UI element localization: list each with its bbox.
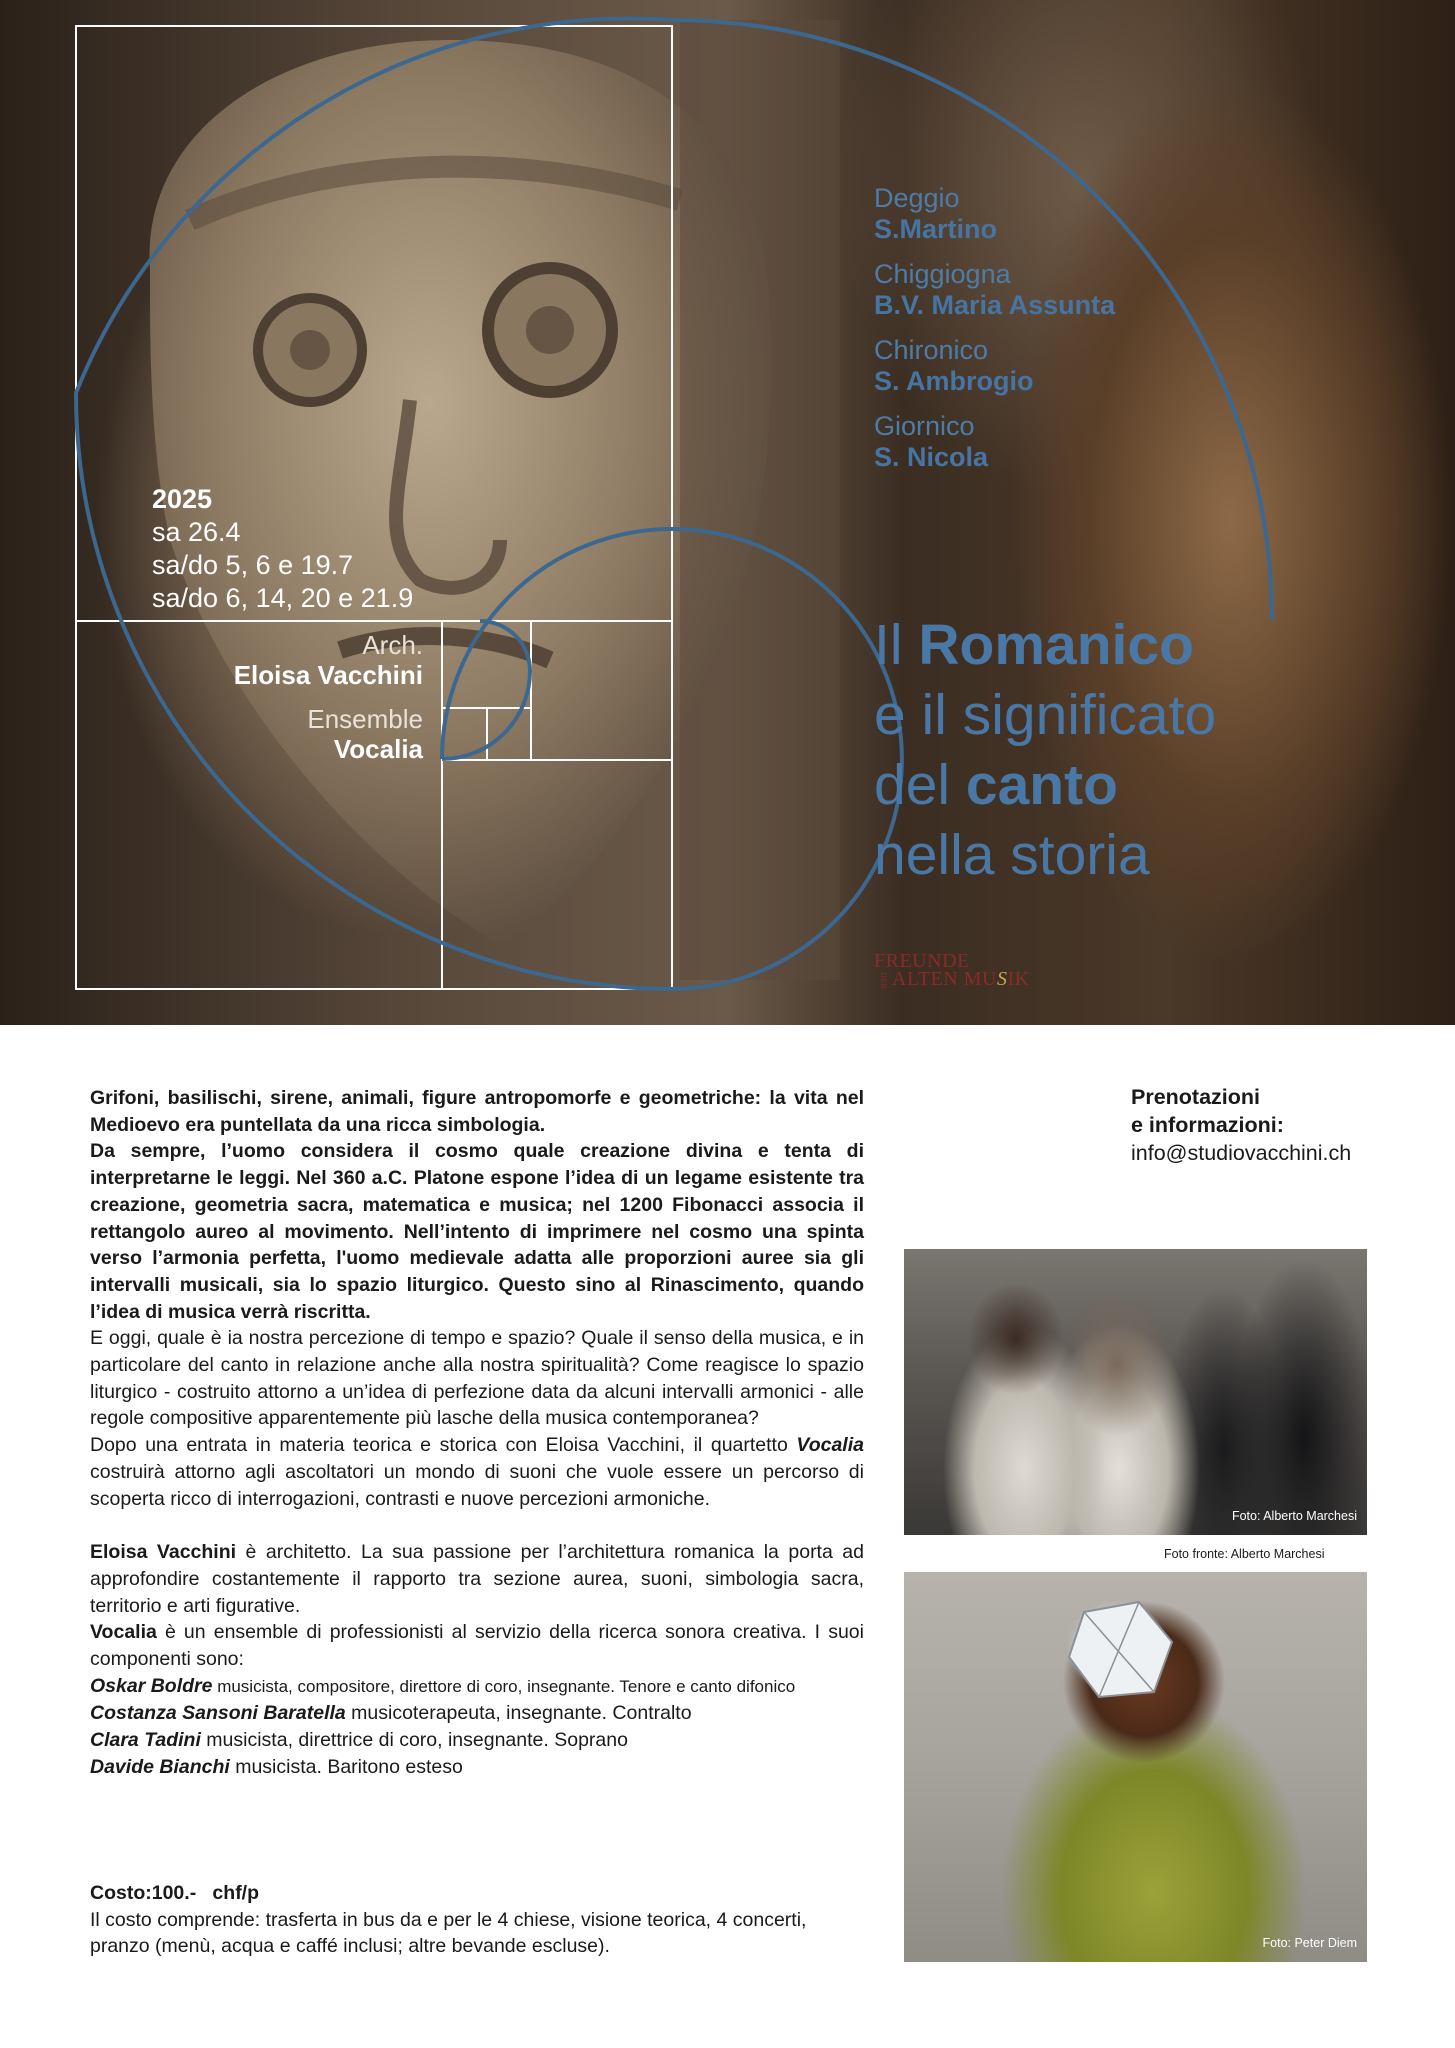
performer-credits — [123, 630, 423, 764]
member-name: Oskar Boldre — [90, 1674, 213, 1697]
title-keyword: canto — [965, 753, 1118, 817]
member-name: Davide Bianchi — [90, 1755, 230, 1778]
bio-name: Vocalia — [90, 1621, 157, 1644]
booking-info — [1131, 1083, 1351, 1167]
date-line: sa/do 5, 6 e 19.7 — [152, 550, 354, 580]
credit-name: Vocalia — [333, 734, 423, 764]
bio-vocalia: Vocalia è un ensemble di professionisti al servizio della ricerca sonora creativa. I suoi componenti sono: — [90, 1621, 864, 1671]
logo-clef: S — [996, 968, 1008, 990]
church-name: S. Ambrogio — [874, 366, 1034, 396]
booking-heading: Prenotazioni — [1131, 1085, 1261, 1109]
date-line: sa/do 6, 14, 20 e 21.9 — [152, 583, 414, 613]
cost-section — [90, 1880, 870, 1960]
town-name: Giornico — [874, 411, 975, 441]
member-name: Clara Tadini — [90, 1729, 201, 1752]
photo-caption: Foto: Alberto Marchesi — [1231, 1509, 1357, 1523]
credit-role: Ensemble — [307, 704, 423, 734]
member-line: Clara Tadini musicista, direttrice di coro, insegnante. Soprano — [90, 1729, 628, 1752]
logo-bottom: ALTEN MU — [892, 968, 997, 990]
church-entry — [874, 335, 1115, 397]
logo-bottom-end: IK — [1007, 968, 1030, 990]
title-part: del — [874, 753, 966, 817]
polyhedron-icon — [904, 1572, 1367, 1962]
ensemble-photo — [904, 1249, 1367, 1535]
photo-caption: Foto: Peter Diem — [1262, 1936, 1357, 1950]
booking-heading: e informazioni: — [1131, 1113, 1284, 1137]
cost-label: Costo:100.- chf/p — [90, 1882, 260, 1904]
event-title — [874, 610, 1216, 890]
title-part: Il — [874, 613, 919, 677]
intro-paragraph-2: E oggi, quale è ia nostra percezione di tempo e spazio? Quale il senso della musica, e in particolare del canto in relazione anche alla nostra spiritualità? Come reagisce lo spazio liturgico - costruito attorno a un’idea di perfezione data da alcuni intervalli armonici - alle regole compositive apparentemente più lasche della musica contemporanea? — [90, 1327, 864, 1430]
church-entry — [874, 183, 1115, 245]
member-line: Davide Bianchi musicista. Baritono esteso — [90, 1755, 463, 1778]
member-name: Costanza Sansoni Baratella — [90, 1702, 346, 1725]
title-keyword: Romanico — [918, 613, 1194, 677]
town-name: Deggio — [874, 183, 960, 213]
intro-paragraph-3: Dopo una entrata in materia teorica e storica con Eloisa Vacchini, il quartetto Vocalia costruirà attorno agli ascoltatori un mondo di suoni che vuole essere un percorso di scoperta ricco di interrogazioni, contrasti e nuove percezioni armoniche. — [90, 1434, 864, 1510]
church-name: S. Nicola — [874, 442, 989, 472]
cost-text: Il costo comprende: trasferta in bus da e per le 4 chiese, visione teorica, 4 concerti, pranzo (menù, acqua e caffé inclusi; altre bevande escluse). — [90, 1908, 807, 1958]
credit-name: Eloisa Vacchini — [233, 660, 423, 690]
bio-name: Eloisa Vacchini — [90, 1541, 237, 1564]
credit-role: Arch. — [362, 630, 423, 660]
event-year: 2025 — [152, 484, 213, 514]
front-photo-credit: Foto fronte: Alberto Marchesi — [1164, 1547, 1325, 1561]
bio-vacchini: Eloisa Vacchini è architetto. La sua passione per l’architettura romanica la porta ad approfondire costantemente il rapporto tra sezione aurea, suoni, simbologia sacra, territorio e arti figurative. — [90, 1541, 864, 1617]
event-dates — [152, 483, 413, 615]
intro-bold-2: Da sempre, l’uomo considera il cosmo quale creazione divina e tenta di interpretarne le leggi. Nel 360 a.C. Platone espone l’idea di un legame esistente tra creazione, geometria sacra, matematica e musica; nel 1200 Fibonacci associa il rettangolo aureo al movimento. Nell’intento di imprimere nel cosmo una spinta verso l’armonia perfetta, l'uomo medievale adatta alle proporzioni auree sia gli intervalli musicali, sia lo spazio liturgico. Questo sino al Rinascimento, quando l’idea di musica verrà riscritta. — [90, 1140, 864, 1323]
church-entry — [874, 259, 1115, 321]
town-name: Chiggiogna — [874, 259, 1011, 289]
description-text — [90, 1085, 864, 1781]
church-name: S.Martino — [874, 214, 998, 244]
freunde-alten-musik-logo — [874, 952, 1030, 989]
title-part: e il significato — [874, 683, 1217, 747]
intro-bold-1: Grifoni, basilischi, sirene, animali, figure antropomorfe e geometriche: la vita nel Medioevo era puntellata da una ricca simbologia. — [90, 1087, 864, 1136]
booking-email[interactable]: info@studiovacchini.ch — [1131, 1141, 1352, 1165]
logo-small: DER — [879, 971, 888, 990]
date-line: sa 26.4 — [152, 517, 241, 547]
member-line: Oskar Boldre musicista, compositore, direttore di coro, insegnante. Tenore e canto difonico — [90, 1674, 796, 1697]
church-entry — [874, 411, 1115, 473]
ensemble-name: Vocalia — [796, 1434, 864, 1457]
logo-top: FREUNDE — [874, 950, 970, 972]
member-line: Costanza Sansoni Baratella musicoterapeuta, insegnante. Contralto — [90, 1702, 692, 1725]
town-name: Chironico — [874, 335, 989, 365]
title-part: nella storia — [874, 823, 1150, 887]
church-list — [874, 183, 1115, 487]
church-name: B.V. Maria Assunta — [874, 290, 1116, 320]
singer-photo — [904, 1572, 1367, 1962]
